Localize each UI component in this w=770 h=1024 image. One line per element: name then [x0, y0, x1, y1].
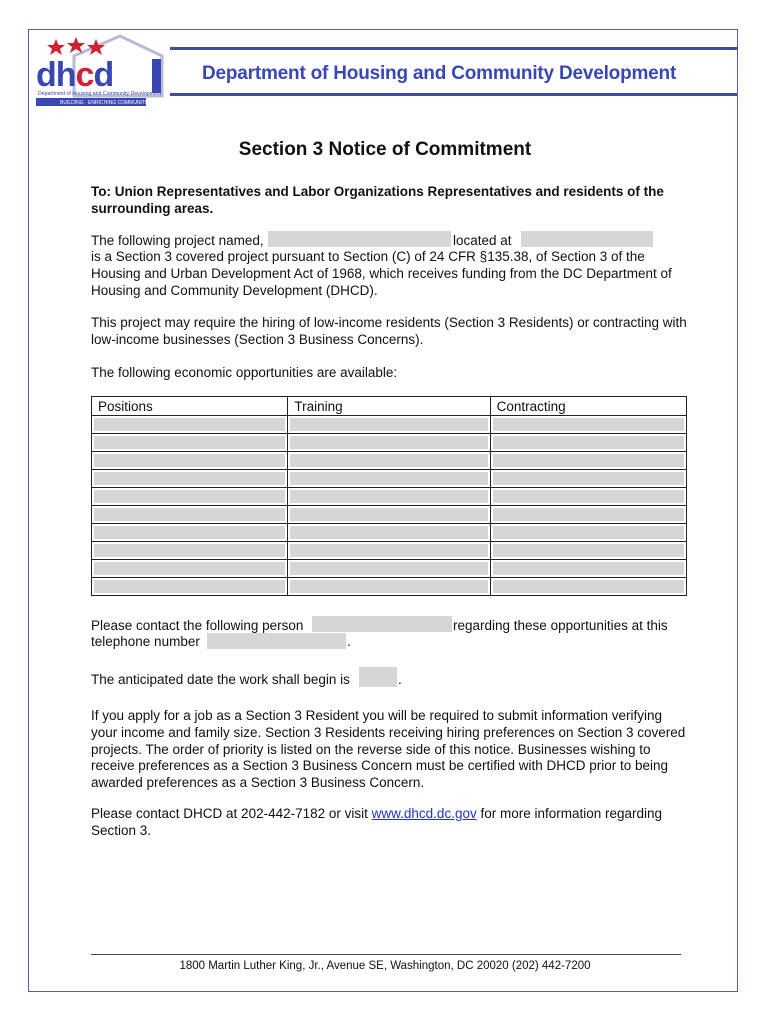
positions-input[interactable]	[94, 508, 285, 521]
training-cell[interactable]	[288, 542, 490, 560]
header-title: Department of Housing and Community Development	[202, 63, 677, 84]
telephone-field[interactable]	[207, 633, 346, 649]
table-row	[92, 416, 687, 434]
contracting-input[interactable]	[493, 526, 684, 539]
header-rule-bottom	[170, 93, 737, 96]
training-cell[interactable]	[288, 452, 490, 470]
positions-cell[interactable]	[92, 506, 288, 524]
telephone-period: .	[347, 634, 351, 649]
training-input[interactable]	[290, 562, 487, 575]
start-date-period: .	[398, 672, 402, 687]
contracting-cell[interactable]	[490, 488, 686, 506]
positions-cell[interactable]	[92, 560, 288, 578]
opportunities-table	[91, 396, 687, 596]
contracting-input[interactable]	[493, 490, 684, 503]
footer-address: 1800 Martin Luther King, Jr., Avenue SE, Washington, DC 20020 (202) 442-7200	[179, 960, 591, 972]
positions-cell[interactable]	[92, 416, 288, 434]
positions-input[interactable]	[94, 544, 285, 557]
start-date-field[interactable]	[359, 667, 397, 687]
training-cell[interactable]	[288, 416, 490, 434]
contracting-cell[interactable]	[490, 542, 686, 560]
training-cell[interactable]	[288, 524, 490, 542]
document-title: Section 3 Notice of Commitment	[238, 139, 532, 160]
table-row	[92, 560, 687, 578]
training-input[interactable]	[290, 418, 487, 431]
training-cell[interactable]	[288, 488, 490, 506]
training-input[interactable]	[290, 544, 487, 557]
footer-rule	[91, 954, 681, 955]
training-input[interactable]	[290, 526, 487, 539]
training-cell[interactable]	[288, 560, 490, 578]
telephone-label: telephone number	[91, 634, 200, 649]
positions-input[interactable]	[94, 562, 285, 575]
contracting-cell[interactable]	[490, 560, 686, 578]
table-row	[92, 434, 687, 452]
positions-cell[interactable]	[92, 452, 288, 470]
positions-cell[interactable]	[92, 470, 288, 488]
contracting-cell[interactable]	[490, 524, 686, 542]
training-input[interactable]	[290, 472, 487, 485]
positions-input[interactable]	[94, 580, 285, 593]
table-row	[92, 470, 687, 488]
contracting-input[interactable]	[493, 472, 684, 485]
contact-dhcd-paragraph	[91, 806, 691, 840]
training-input[interactable]	[290, 508, 487, 521]
contact-dhcd-suffix: for more information regarding Section 3.	[91, 806, 663, 838]
apply-paragraph: If you apply for a job as a Section 3 Resident you will be required to submit information verifying your income and family size. Section 3 Residents receiving hiring preferences on Section 3 covered projects. The order of priority is listed on the reverse side of this notice. Businesses wishing to receive preferences as a Section 3 Business Concern must be certified with DHCD prior to being awarded preferences as a Section 3 Business Concern.	[91, 708, 686, 791]
logo-small-text: Department of Housing and Community Development	[38, 91, 162, 97]
positions-input[interactable]	[94, 472, 285, 485]
training-cell[interactable]	[288, 434, 490, 452]
contracting-input[interactable]	[493, 544, 684, 557]
table-header-row	[92, 397, 687, 416]
to-line: To: Union Representatives and Labor Organizations Representatives and residents of the surrounding areas.	[91, 184, 664, 216]
contracting-cell[interactable]	[490, 578, 686, 596]
positions-cell[interactable]	[92, 488, 288, 506]
positions-cell[interactable]	[92, 524, 288, 542]
contracting-input[interactable]	[493, 562, 684, 575]
logo-acronym: dhcd	[36, 56, 114, 94]
dhcd-logo	[34, 34, 164, 108]
positions-input[interactable]	[94, 418, 285, 431]
positions-cell[interactable]	[92, 578, 288, 596]
start-date-label: The anticipated date the work shall begin is	[91, 672, 350, 687]
located-at-label: located at	[453, 233, 512, 248]
table-body	[92, 416, 687, 596]
contracting-input[interactable]	[493, 508, 684, 521]
positions-input[interactable]	[94, 454, 285, 467]
header-rule-top	[170, 47, 737, 50]
contracting-cell[interactable]	[490, 434, 686, 452]
table-row	[92, 578, 687, 596]
project-description: is a Section 3 covered project pursuant to Section (C) of 24 CFR §135.38, of Section 3 of the Housing and Urban Development Act of 1968, which receives funding from the DC Department of Housing and Community Development (DHCD).	[91, 249, 672, 298]
contact-dhcd-text: Please contact DHCD at 202-442-7182 or visit	[91, 806, 368, 821]
logo-tagline: BUILDING · ENRICHING COMMUNITIES	[60, 100, 154, 106]
logo-stars	[47, 37, 105, 55]
contracting-cell[interactable]	[490, 506, 686, 524]
project-name-field[interactable]	[268, 231, 451, 247]
contracting-input[interactable]	[493, 418, 684, 431]
training-cell[interactable]	[288, 578, 490, 596]
hiring-paragraph: This project may require the hiring of low-income residents (Section 3 Residents) or contracting with low-income businesses (Section 3 Business Concerns).	[91, 315, 687, 347]
positions-input[interactable]	[94, 490, 285, 503]
contracting-cell[interactable]	[490, 470, 686, 488]
table-row	[92, 488, 687, 506]
training-cell[interactable]	[288, 506, 490, 524]
training-input[interactable]	[290, 490, 487, 503]
training-input[interactable]	[290, 436, 487, 449]
contact-person-label: Please contact the following person	[91, 618, 304, 633]
contracting-input[interactable]	[493, 580, 684, 593]
contracting-cell[interactable]	[490, 416, 686, 434]
contact-suffix-label: regarding these opportunities at this	[453, 618, 668, 633]
project-location-field[interactable]	[521, 231, 653, 247]
table-row	[92, 542, 687, 560]
contracting-input[interactable]	[493, 454, 684, 467]
table-row	[92, 524, 687, 542]
dhcd-website-link[interactable]: www.dhcd.dc.gov	[371, 806, 477, 821]
contracting-cell[interactable]	[490, 452, 686, 470]
contracting-input[interactable]	[493, 436, 684, 449]
column-header-training: Training	[288, 397, 490, 416]
opportunities-intro: The following economic opportunities are available:	[91, 365, 398, 380]
positions-input[interactable]	[94, 436, 285, 449]
positions-cell[interactable]	[92, 542, 288, 560]
positions-input[interactable]	[94, 526, 285, 539]
project-named-label: The following project named,	[91, 233, 264, 248]
table-row	[92, 506, 687, 524]
positions-cell[interactable]	[92, 434, 288, 452]
training-input[interactable]	[290, 580, 487, 593]
column-header-positions: Positions	[92, 397, 288, 416]
column-header-contracting: Contracting	[490, 397, 686, 416]
training-cell[interactable]	[288, 470, 490, 488]
contact-person-field[interactable]	[312, 616, 452, 632]
table-row	[92, 452, 687, 470]
training-input[interactable]	[290, 454, 487, 467]
